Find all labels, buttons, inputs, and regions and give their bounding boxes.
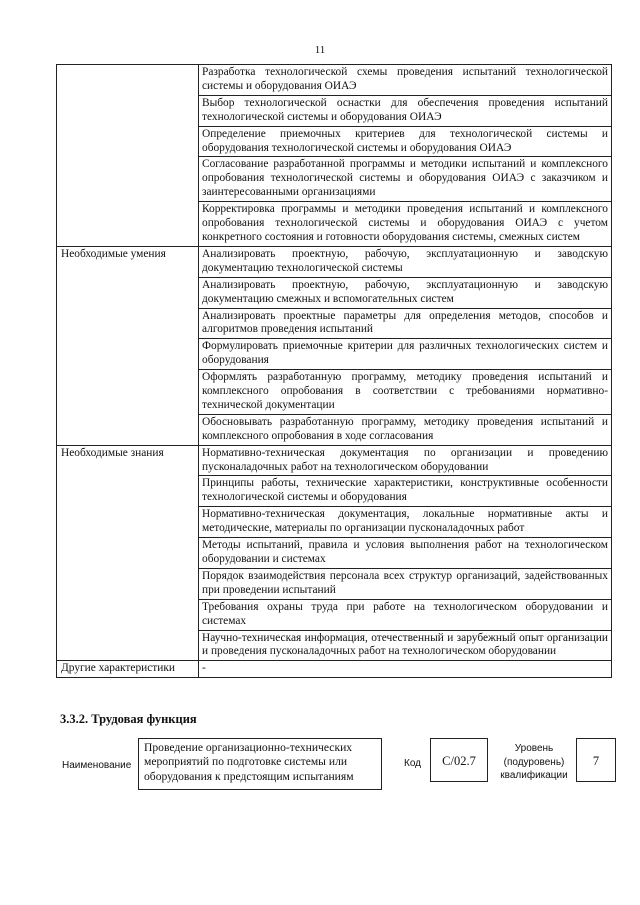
table-cell: Корректировка программы и методики проведения испытаний и комплексного опробования технологической системы и оборудования ОИАЭ с учетом конкретного состояния и готовности оборудования системы, смежных систем — [199, 202, 612, 247]
page-number: 11 — [314, 44, 326, 56]
table-row — [57, 246, 612, 277]
skills-label: Необходимые умения — [57, 246, 199, 445]
name-value: Проведение организационно-технических мероприятий по подготовке системы или оборудования к предстоящим испытаниям — [138, 738, 382, 790]
table-cell: Обосновывать разработанную программу, методику проведения испытаний и комплексного опробования в ходе согласования — [199, 414, 612, 445]
table-cell: Анализировать проектные параметры для определения методов, способов и алгоритмов проведения испытаний — [199, 308, 612, 339]
level-value: 7 — [576, 738, 616, 782]
table-cell: Выбор технологической оснастки для обеспечения проведения испытаний технологической системы и оборудования ОИАЭ — [199, 95, 612, 126]
table-cell: Оформлять разработанную программу, методику проведения испытаний и комплексного опробования в соответствии с требованиями нормативно-технической документации — [199, 370, 612, 415]
table-cell: Научно-техническая информация, отечественный и зарубежный опыт организации и проведения пусконаладочных работ на технологическом оборудовании — [199, 630, 612, 661]
table-cell: Нормативно-техническая документация по организации и проведению пусконаладочных работ на технологическом оборудовании — [199, 445, 612, 476]
section-title: 3.3.2. Трудовая функция — [60, 712, 197, 726]
table-cell: Требования охраны труда при работе на технологическом оборудовании и системах — [199, 599, 612, 630]
level-label: Уровень (подуровень) квалификации — [500, 743, 568, 781]
table-row — [57, 661, 612, 678]
table-cell: Методы испытаний, правила и условия выполнения работ на технологическом оборудовании и системах — [199, 538, 612, 569]
row-label-empty — [57, 65, 199, 247]
table-cell: Формулировать приемочные критерии для различных технологических систем и оборудования — [199, 339, 612, 370]
table-row — [57, 65, 612, 96]
requirements-table — [56, 64, 612, 678]
knowledge-label: Необходимые знания — [57, 445, 199, 661]
table-cell: Разработка технологической схемы проведения испытаний технологической системы и оборудования ОИАЭ — [199, 65, 612, 96]
code-label: Код — [404, 758, 422, 769]
table-cell: Анализировать проектную, рабочую, эксплуатационную и заводскую документацию технологической системы — [199, 246, 612, 277]
table-cell: Анализировать проектную, рабочую, эксплуатационную и заводскую документацию смежных и вспомогательных систем — [199, 277, 612, 308]
table-cell: Согласование разработанной программы и методики испытаний и комплексного опробования технологической системы и оборудования ОИАЭ с заказчиком и заинтересованными организациями — [199, 157, 612, 202]
table-cell: Порядок взаимодействия персонала всех структур организаций, задействованных при проведении испытаний — [199, 568, 612, 599]
other-label: Другие характеристики — [57, 661, 199, 678]
table-cell: Нормативно-техническая документация, локальные нормативные акты и методические, материалы по организации пусконаладочных работ — [199, 507, 612, 538]
name-label: Наименование — [62, 760, 132, 771]
table-cell: Принципы работы, технические характеристики, конструктивные особенности технологической системы и оборудования — [199, 476, 612, 507]
code-value: C/02.7 — [430, 738, 488, 782]
table-row — [57, 445, 612, 476]
table-cell: Определение приемочных критериев для технологической системы и оборудования технологической системы и оборудования ОИАЭ — [199, 126, 612, 157]
other-value: - — [199, 661, 612, 678]
function-header — [58, 738, 618, 798]
